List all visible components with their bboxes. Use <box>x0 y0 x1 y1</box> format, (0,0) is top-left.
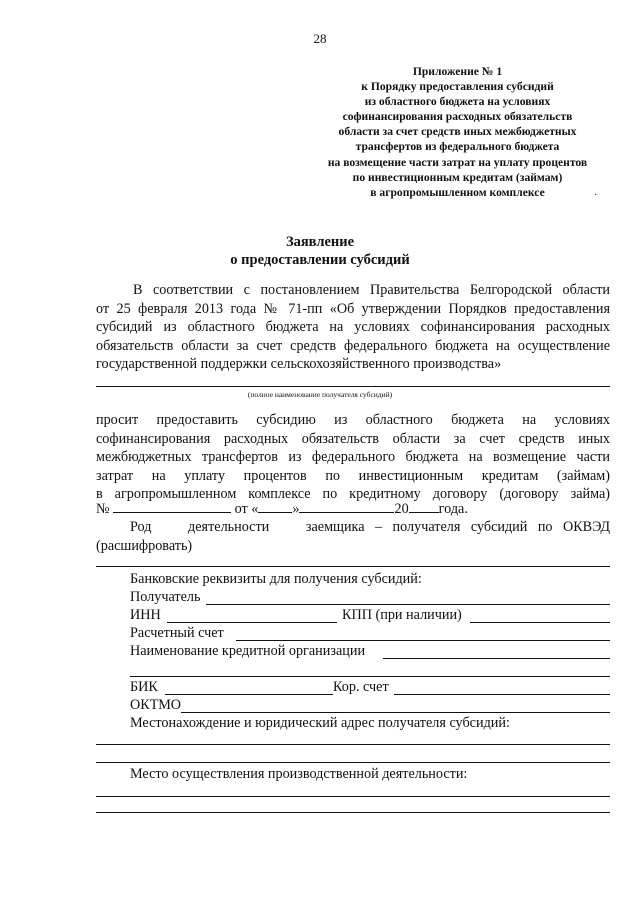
contract-month-field[interactable] <box>299 500 394 513</box>
page-number: 28 <box>313 31 327 46</box>
intro-line: от 25 февраля 2013 года № 71-пп «Об утверждении Порядков предоставления <box>96 300 610 317</box>
date-from-label: от <box>234 501 248 517</box>
bank-name-label: Наименование кредитной организации <box>130 643 366 659</box>
annex-line: к Порядку предоставления субсидий <box>361 80 554 94</box>
recipient-name-line[interactable] <box>96 386 610 387</box>
annex-line: в агропромышленном комплексе <box>370 185 545 199</box>
request-line: софинансирования расходных обязательств области за счет средств иных <box>96 430 610 447</box>
inn-label: ИНН <box>130 607 161 623</box>
year-suffix: года. <box>438 501 468 517</box>
oktmo-label: ОКТМО <box>130 697 182 713</box>
request-line: затрат на уплату процентов по инвестиционным кредитам (займам) <box>96 467 610 484</box>
corr-account-label: Кор. счет <box>333 679 389 695</box>
title-line-2: о предоставлении субсидий <box>230 252 410 268</box>
inn-field[interactable] <box>167 622 337 623</box>
annex-header <box>290 64 625 200</box>
address-field-2[interactable] <box>96 762 610 763</box>
intro-line: государственной поддержки сельскохозяйственного производства» <box>96 356 502 373</box>
annex-line: по инвестиционным кредитам (займам) <box>352 170 563 184</box>
activity-line-1: Род деятельности заемщика – получателя субсидий по ОКВЭД <box>130 519 610 535</box>
annex-line: Приложение № 1 <box>412 65 503 78</box>
recipient-field[interactable] <box>206 604 610 605</box>
contract-number-row <box>96 500 468 518</box>
annex-line: на возмещение части затрат на уплату процентов <box>327 155 588 169</box>
annex-line: из областного бюджета на условиях <box>364 95 551 109</box>
intro-line: обязательств области за счет средств федерального бюджета на осуществление <box>96 337 610 354</box>
recipient-label: Получатель <box>130 589 201 605</box>
annex-line: области за счет средств иных межбюджетных <box>338 125 577 139</box>
contract-day-field[interactable] <box>258 500 292 513</box>
bik-label: БИК <box>130 679 158 695</box>
bank-name-field-2[interactable] <box>130 676 610 677</box>
production-label: Место осуществления производственной деятельности: <box>130 766 468 782</box>
quote-close: » <box>292 501 300 517</box>
intro-line: В соответствии с постановлением Правительства Белгородской области <box>133 282 610 298</box>
recipient-caption: (полное наименование получателя субсидий) <box>247 390 393 399</box>
intro-paragraph <box>96 281 610 374</box>
request-line: межбюджетных трансфертов из федерального бюджета на возмещение части <box>96 449 610 466</box>
request-paragraph <box>96 411 610 504</box>
annex-line: софинансирования расходных обязательств <box>342 110 573 124</box>
bank-heading: Банковские реквизиты для получения субсидий: <box>130 571 422 587</box>
document-title <box>0 233 640 269</box>
production-field[interactable] <box>96 796 610 797</box>
oktmo-field[interactable] <box>181 712 610 713</box>
quote-open: « <box>251 501 259 517</box>
kpp-label: КПП (при наличии) <box>342 607 462 623</box>
request-line: просит предоставить субсидию из областного бюджета на условиях <box>96 412 610 428</box>
activity-field-line[interactable] <box>96 566 610 567</box>
account-label: Расчетный счет <box>130 625 224 641</box>
contract-year-field[interactable] <box>409 500 439 513</box>
account-field[interactable] <box>236 640 610 641</box>
bik-field[interactable] <box>165 694 333 695</box>
scan-speck: · <box>594 190 598 201</box>
address-field[interactable] <box>96 744 610 745</box>
address-label: Местонахождение и юридический адрес получателя субсидий: <box>130 715 510 731</box>
production-field-2[interactable] <box>96 812 610 813</box>
activity-line-2: (расшифровать) <box>96 538 193 554</box>
title-line-1: Заявление <box>285 234 355 250</box>
contract-number-field[interactable] <box>113 500 231 513</box>
corr-account-field[interactable] <box>394 694 610 695</box>
kpp-field[interactable] <box>470 622 610 623</box>
bank-name-field[interactable] <box>383 658 610 659</box>
number-label: № <box>96 501 110 517</box>
annex-line: трансфертов из федерального бюджета <box>355 140 560 154</box>
year-prefix: 20 <box>394 501 409 517</box>
intro-line: субсидий из областного бюджета на условиях софинансирования расходных <box>96 319 610 336</box>
request-line: в агропромышленном комплексе по кредитному договору (договору займа) <box>96 486 610 503</box>
